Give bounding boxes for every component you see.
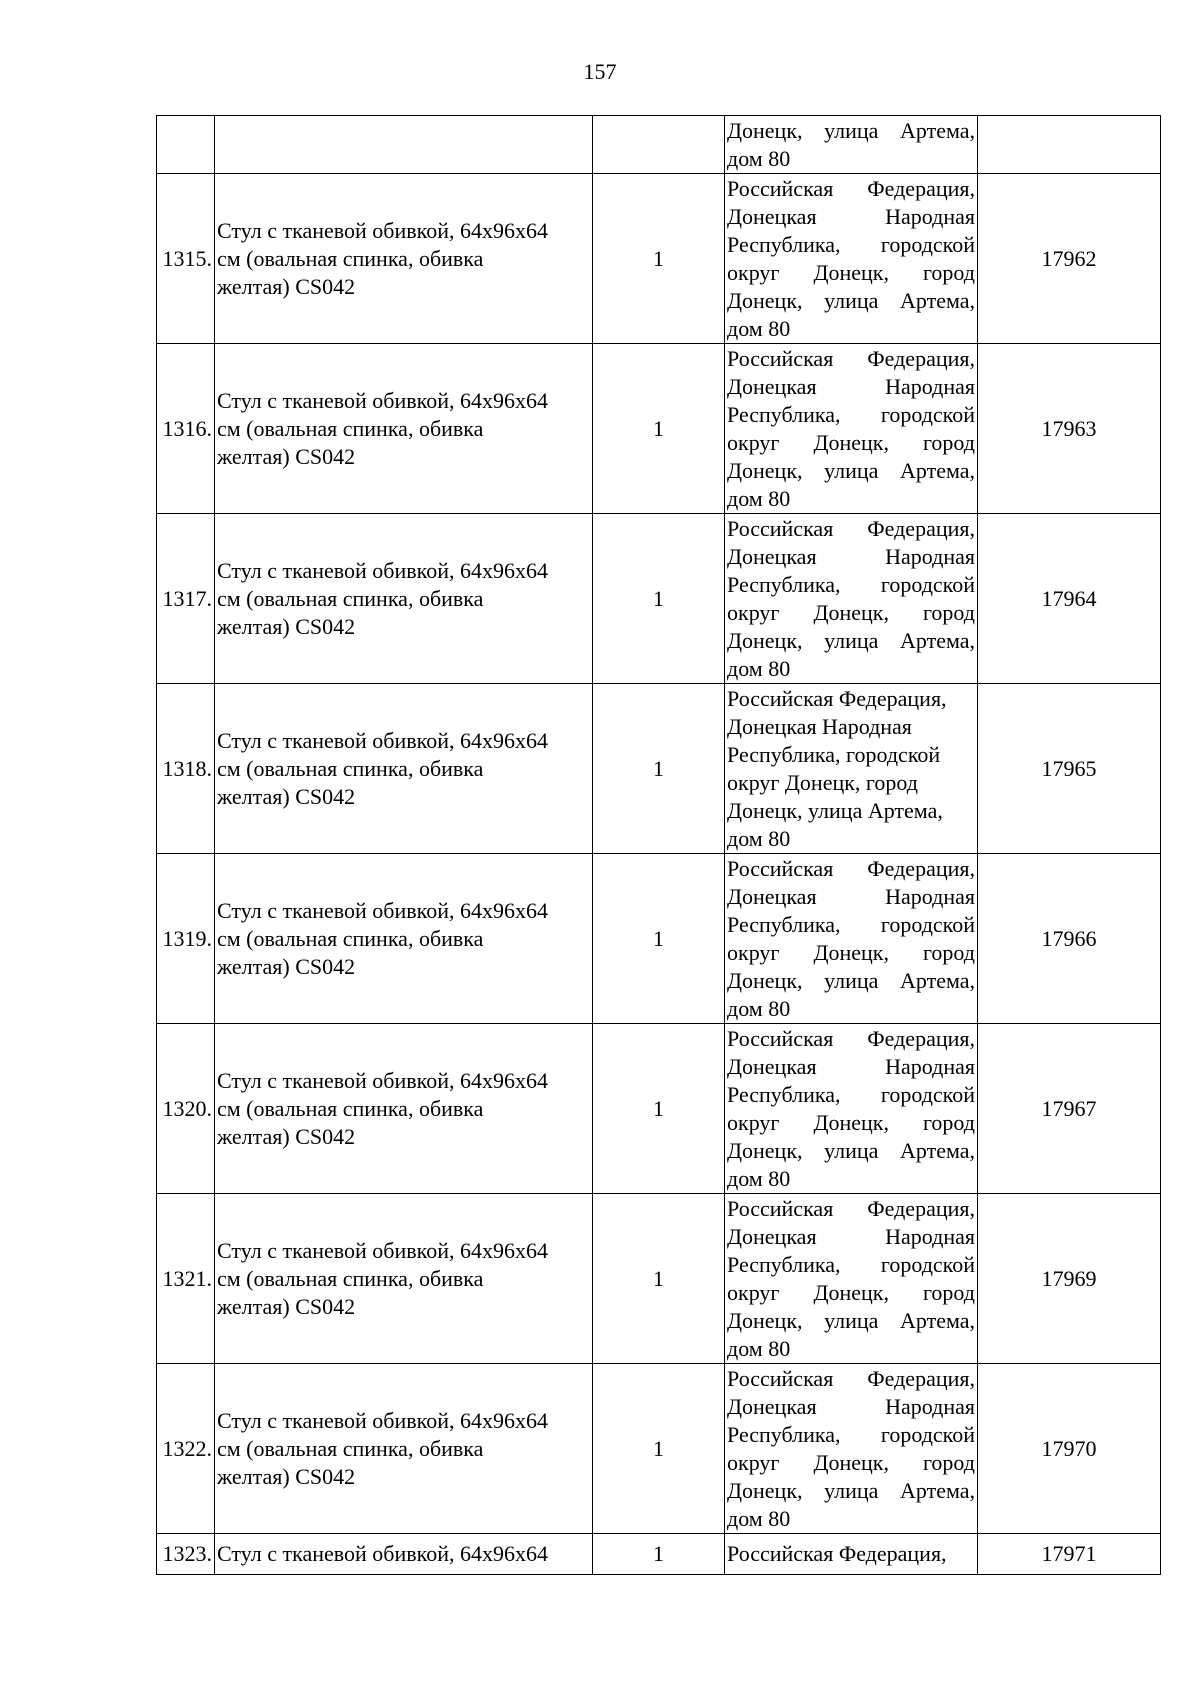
inventory-number-cell: 17971 xyxy=(978,1534,1161,1575)
quantity-cell: 1 xyxy=(593,854,725,1024)
address-line: дом 80 xyxy=(727,1505,791,1531)
inventory-number-cell: 17965 xyxy=(978,684,1161,854)
inventory-number-cell: 17969 xyxy=(978,1194,1161,1364)
quantity-cell: 1 xyxy=(593,1534,725,1575)
item-name-cell xyxy=(215,514,593,684)
address-cell xyxy=(725,514,978,684)
item-name-line: Стул с тканевой обивкой, 64x96x64 xyxy=(217,1407,548,1433)
address-line: Российская Федерация, xyxy=(727,855,975,881)
item-name-cell xyxy=(215,684,593,854)
quantity-cell xyxy=(593,116,725,174)
item-name-line: Стул с тканевой обивкой, 64x96x64 xyxy=(217,727,548,753)
address-line: Донецкая Народная xyxy=(727,373,975,399)
item-name-line: Стул с тканевой обивкой, 64x96x64 xyxy=(217,217,548,243)
address-line: Донецк, улица Артема, xyxy=(727,287,975,313)
row-number-cell: 1322. xyxy=(157,1364,215,1534)
item-name-line: желтая) CS042 xyxy=(217,613,356,639)
address-line: Республика, городской xyxy=(727,231,975,257)
row-number-cell: 1319. xyxy=(157,854,215,1024)
quantity-cell: 1 xyxy=(593,1194,725,1364)
inventory-number-cell: 17964 xyxy=(978,514,1161,684)
address-line: Республика, городской xyxy=(727,741,941,767)
address-line: округ Донецк, город xyxy=(727,1449,975,1475)
quantity-cell: 1 xyxy=(593,1364,725,1534)
item-name-line: см (овальная спинка, обивка xyxy=(217,1265,484,1291)
item-name-line: желтая) CS042 xyxy=(217,1123,356,1149)
address-line: Донецкая Народная xyxy=(727,203,975,229)
address-line: дом 80 xyxy=(727,485,791,511)
address-line: округ Донецк, город xyxy=(727,259,975,285)
address-line: округ Донецк, город xyxy=(727,599,975,625)
address-line: Донецк, улица Артема, xyxy=(727,1137,975,1163)
quantity-cell: 1 xyxy=(593,1024,725,1194)
table-row xyxy=(157,1364,1161,1534)
inventory-number-cell xyxy=(978,116,1161,174)
row-number-cell: 1315. xyxy=(157,174,215,344)
address-line: Республика, городской xyxy=(727,1251,975,1277)
item-name-line: см (овальная спинка, обивка xyxy=(217,1435,484,1461)
item-name-cell: Стул с тканевой обивкой, 64x96x64 xyxy=(215,1534,593,1575)
address-line: Донецк, улица Артема, xyxy=(727,457,975,483)
quantity-cell: 1 xyxy=(593,514,725,684)
inventory-number-cell: 17963 xyxy=(978,344,1161,514)
address-line: Донецк, улица Артема, xyxy=(727,967,975,993)
address-cell xyxy=(725,1194,978,1364)
item-name-cell xyxy=(215,344,593,514)
address-line: дом 80 xyxy=(727,315,791,341)
address-line: округ Донецк, город xyxy=(727,1279,975,1305)
item-name-line: желтая) CS042 xyxy=(217,953,356,979)
row-number-cell: 1316. xyxy=(157,344,215,514)
address-line: дом 80 xyxy=(727,1165,791,1191)
item-name-line: см (овальная спинка, обивка xyxy=(217,1095,484,1121)
item-name-line: желтая) CS042 xyxy=(217,273,356,299)
address-cell xyxy=(725,1364,978,1534)
address-line: Республика, городской xyxy=(727,1081,975,1107)
quantity-cell: 1 xyxy=(593,174,725,344)
item-name-cell xyxy=(215,116,593,174)
item-name-line: желтая) CS042 xyxy=(217,1463,356,1489)
address-line: Республика, городской xyxy=(727,911,975,937)
item-name-cell xyxy=(215,1194,593,1364)
address-line: Российская Федерация, xyxy=(727,1195,975,1221)
address-line: округ Донецк, город xyxy=(727,769,918,795)
item-name-line: см (овальная спинка, обивка xyxy=(217,755,484,781)
item-name-line: желтая) CS042 xyxy=(217,1293,356,1319)
item-name-line: желтая) CS042 xyxy=(217,443,356,469)
row-number-cell: 1320. xyxy=(157,1024,215,1194)
address-line: Российская Федерация, xyxy=(727,345,975,371)
address-line: округ Донецк, город xyxy=(727,1109,975,1135)
address-line: Республика, городской xyxy=(727,571,975,597)
address-line: округ Донецк, город xyxy=(727,939,975,965)
row-number-cell: 1317. xyxy=(157,514,215,684)
address-line: Донецк, улица Артема, xyxy=(727,1477,975,1503)
table-row xyxy=(157,174,1161,344)
page-number: 157 xyxy=(583,59,617,84)
address-line: Российская Федерация, xyxy=(727,175,975,201)
address-line: Донецкая Народная xyxy=(727,543,975,569)
address-line: Донецкая Народная xyxy=(727,713,912,739)
table-row xyxy=(157,854,1161,1024)
inventory-table xyxy=(156,115,1161,1575)
table-row xyxy=(157,684,1161,854)
address-line: округ Донецк, город xyxy=(727,429,975,455)
table-row xyxy=(157,514,1161,684)
address-line: Российская Федерация, xyxy=(727,1025,975,1051)
address-line: Донецкая Народная xyxy=(727,1223,975,1249)
address-line: Донецкая Народная xyxy=(727,1053,975,1079)
address-line: Российская Федерация, xyxy=(727,685,947,711)
table-row xyxy=(157,1194,1161,1364)
address-line: Донецк, улица Артема, xyxy=(727,117,975,143)
row-number-cell: 1321. xyxy=(157,1194,215,1364)
address-line: Донецк, улица Артема, xyxy=(727,797,943,823)
inventory-number-cell: 17962 xyxy=(978,174,1161,344)
item-name-line: см (овальная спинка, обивка xyxy=(217,415,484,441)
address-cell: Российская Федерация, xyxy=(725,1534,978,1575)
address-cell xyxy=(725,344,978,514)
address-line: Республика, городской xyxy=(727,1421,975,1447)
item-name-line: Стул с тканевой обивкой, 64x96x64 xyxy=(217,1237,548,1263)
item-name-line: Стул с тканевой обивкой, 64x96x64 xyxy=(217,387,548,413)
address-line: дом 80 xyxy=(727,1335,791,1361)
item-name-cell xyxy=(215,1364,593,1534)
address-line: Донецкая Народная xyxy=(727,883,975,909)
address-cell xyxy=(725,854,978,1024)
quantity-cell: 1 xyxy=(593,684,725,854)
row-number-cell: 1323. xyxy=(157,1534,215,1575)
quantity-cell: 1 xyxy=(593,344,725,514)
table-row xyxy=(157,1534,1161,1575)
row-number-cell xyxy=(157,116,215,174)
inventory-number-cell: 17970 xyxy=(978,1364,1161,1534)
table-row xyxy=(157,344,1161,514)
address-cell xyxy=(725,174,978,344)
inventory-table-body xyxy=(157,116,1161,1575)
address-cell xyxy=(725,684,978,854)
item-name-line: Стул с тканевой обивкой, 64x96x64 xyxy=(217,1067,548,1093)
address-line: дом 80 xyxy=(727,655,791,681)
continuation-row xyxy=(157,116,1161,174)
inventory-number-cell: 17966 xyxy=(978,854,1161,1024)
address-line: Донецк, улица Артема, xyxy=(727,1307,975,1333)
item-name-cell xyxy=(215,1024,593,1194)
item-name-cell xyxy=(215,854,593,1024)
item-name-line: см (овальная спинка, обивка xyxy=(217,585,484,611)
address-cell xyxy=(725,1024,978,1194)
item-name-line: Стул с тканевой обивкой, 64x96x64 xyxy=(217,557,548,583)
item-name-line: см (овальная спинка, обивка xyxy=(217,245,484,271)
item-name-line: желтая) CS042 xyxy=(217,783,356,809)
item-name-line: см (овальная спинка, обивка xyxy=(217,925,484,951)
address-line: Донецкая Народная xyxy=(727,1393,975,1419)
item-name-line: Стул с тканевой обивкой, 64x96x64 xyxy=(217,897,548,923)
address-line: Российская Федерация, xyxy=(727,1365,975,1391)
table-row xyxy=(157,1024,1161,1194)
row-number-cell: 1318. xyxy=(157,684,215,854)
address-line: дом 80 xyxy=(727,145,791,171)
inventory-number-cell: 17967 xyxy=(978,1024,1161,1194)
address-line: Донецк, улица Артема, xyxy=(727,627,975,653)
address-line: Республика, городской xyxy=(727,401,975,427)
address-cell xyxy=(725,116,978,174)
address-line: Российская Федерация, xyxy=(727,515,975,541)
address-line: дом 80 xyxy=(727,995,791,1021)
address-line: дом 80 xyxy=(727,825,791,851)
item-name-cell xyxy=(215,174,593,344)
